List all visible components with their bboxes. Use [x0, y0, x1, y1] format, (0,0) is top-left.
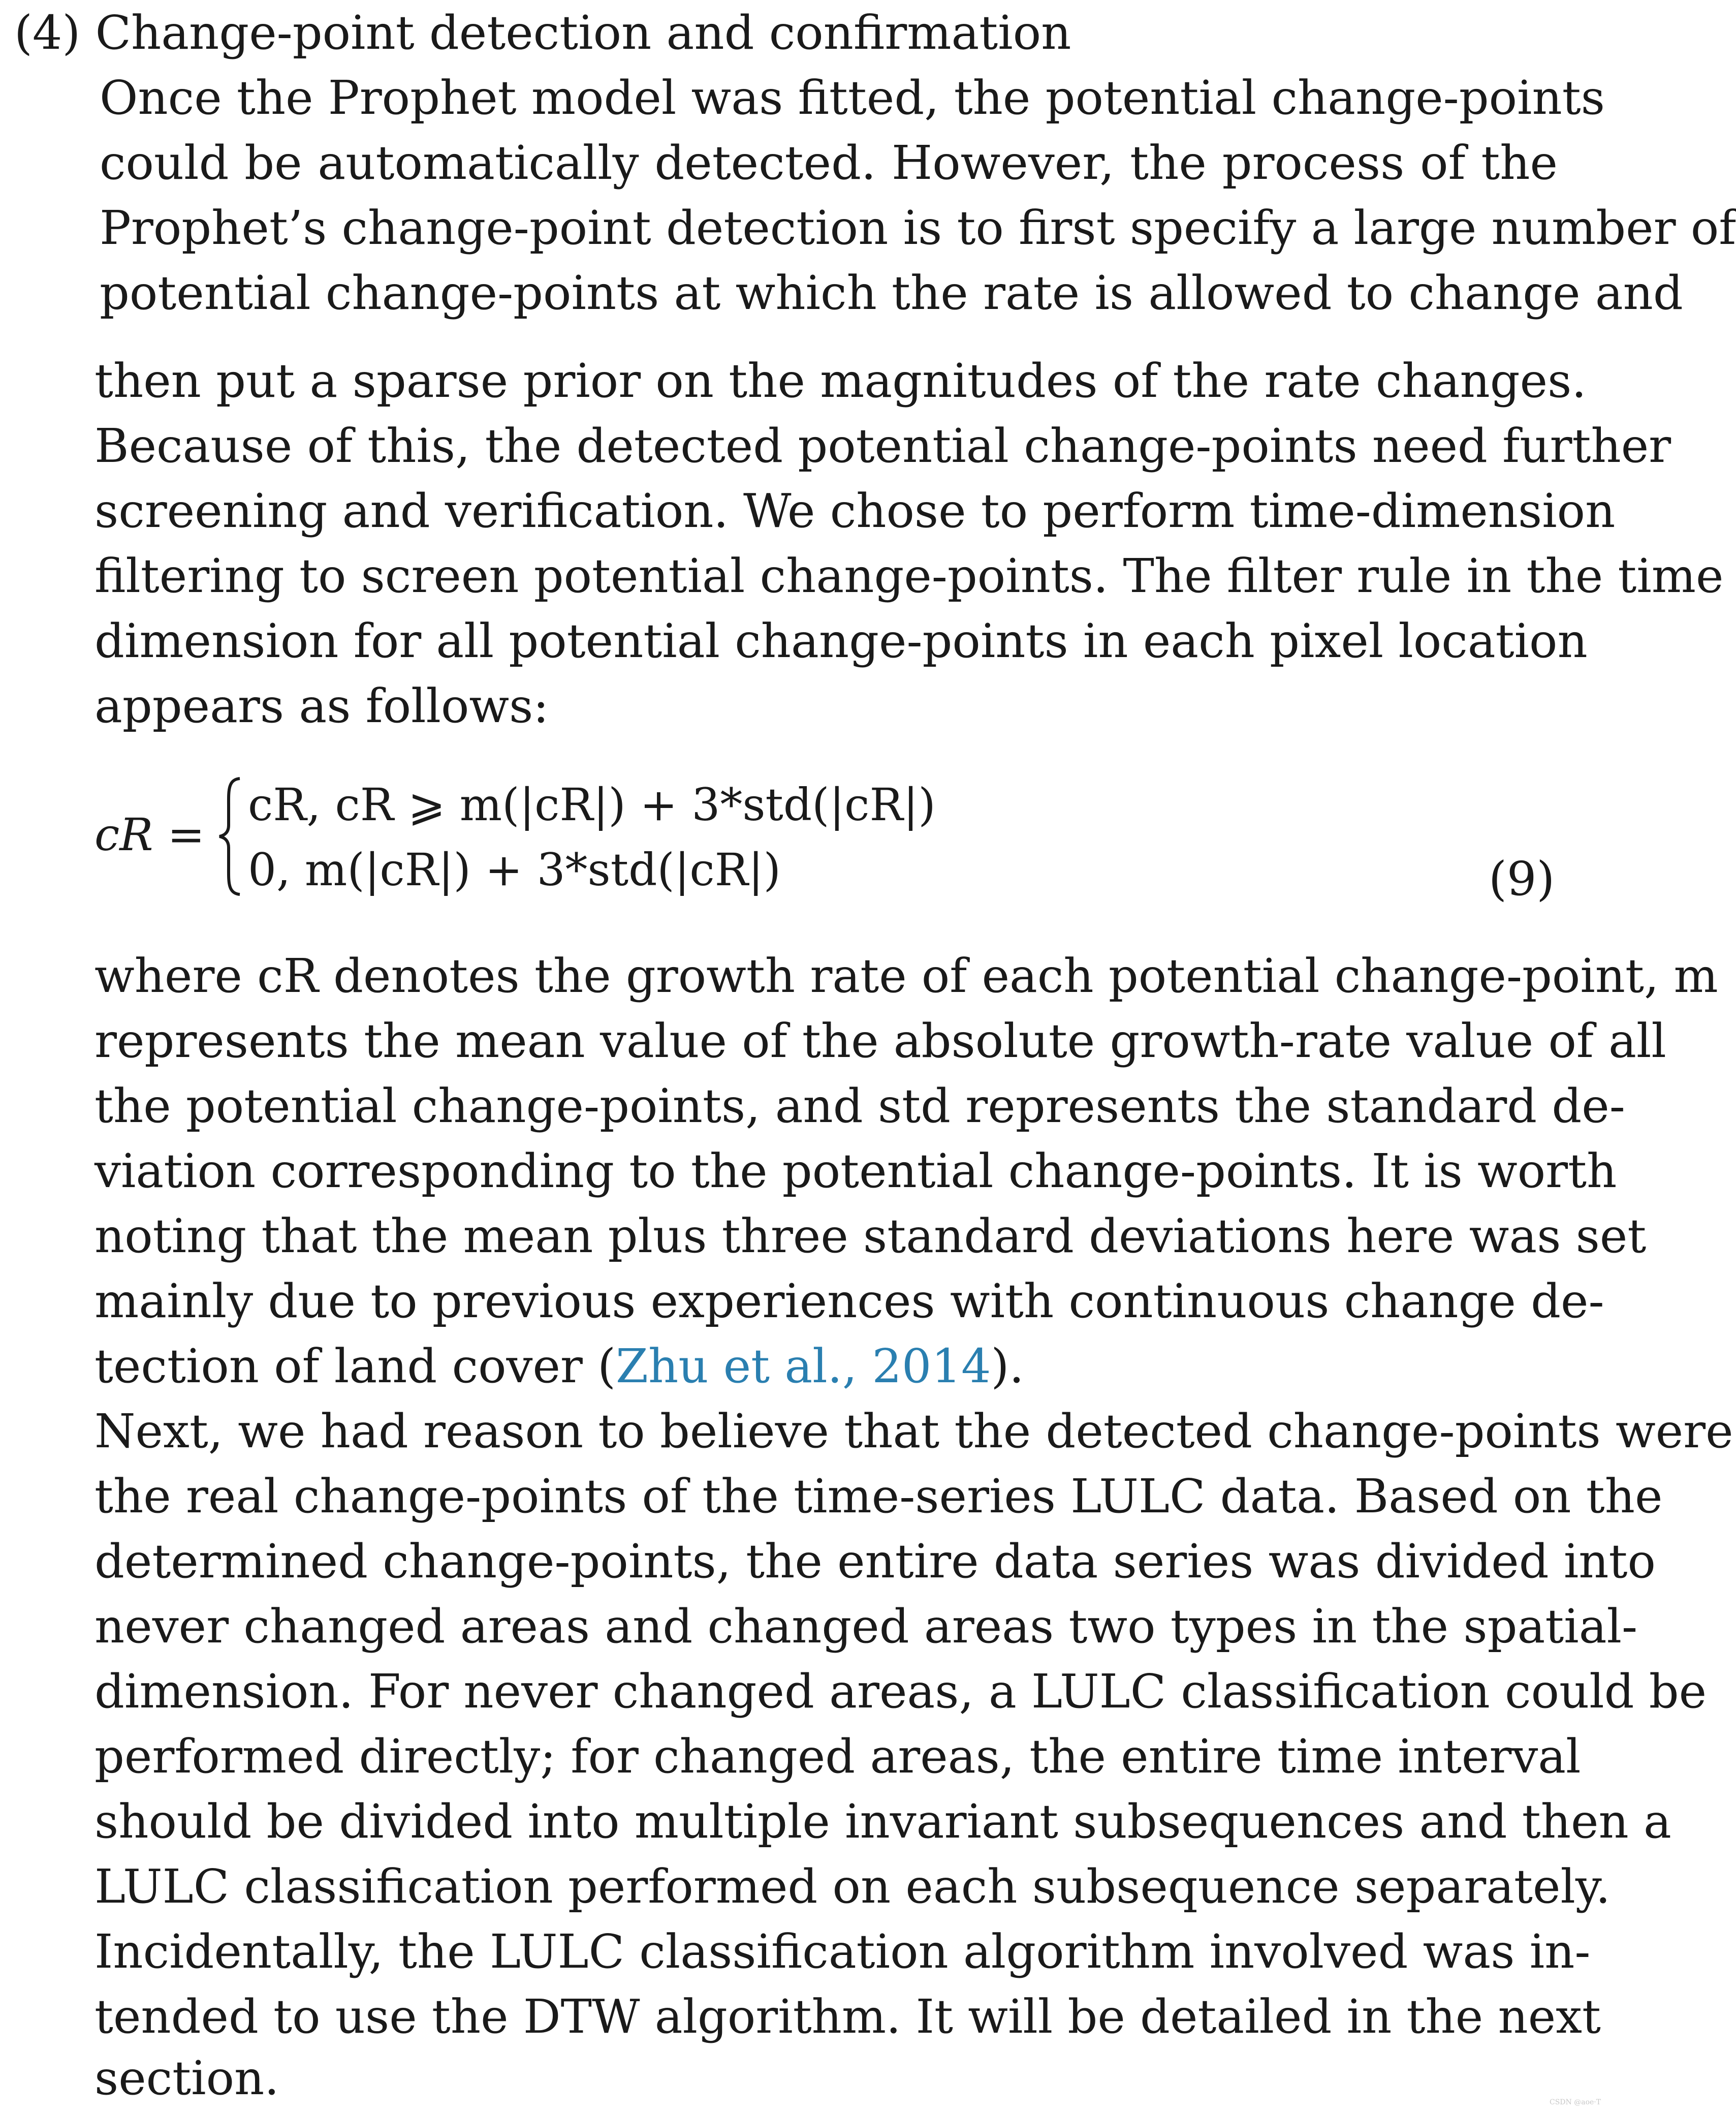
- text-line: LULC classification performed on each subsequence separately.: [94, 1859, 1611, 1914]
- text-line: never changed areas and changed areas two types in the spatial-: [94, 1599, 1638, 1654]
- equation-case-1: cR, cR ⩾ m(|cR|) + 3*std(|cR|): [248, 779, 936, 831]
- text-line: then put a sparse prior on the magnitudes of the rate changes.: [94, 354, 1587, 408]
- text-line: Prophet’s change-point detection is to first specify a large number of: [100, 201, 1736, 255]
- text-line: Because of this, the detected potential change-points need further: [94, 419, 1671, 473]
- text-line: tended to use the DTW algorithm. It will be detailed in the next: [94, 1989, 1601, 2044]
- text-line: mainly due to previous experiences with continuous change de-: [94, 1274, 1604, 1328]
- text-line: screening and verification. We chose to perform time-dimension: [94, 484, 1616, 538]
- text-line: noting that the mean plus three standard deviations here was set: [94, 1209, 1647, 1263]
- text-line: performed directly; for changed areas, the entire time interval: [94, 1729, 1581, 1784]
- text-line: appears as follows:: [94, 679, 549, 733]
- text-line: section.: [94, 2051, 279, 2105]
- equation-lhs: cR =: [94, 809, 205, 861]
- text-line: [94, 1333, 1552, 1400]
- text-line: should be divided into multiple invariant subsequences and then a: [94, 1794, 1671, 1849]
- left-brace-icon: [217, 776, 243, 896]
- equation-number: (9): [1489, 852, 1555, 906]
- text-line: represents the mean value of the absolute growth-rate value of all: [94, 1014, 1666, 1068]
- text-line: dimension. For never changed areas, a LULC classification could be: [94, 1664, 1707, 1719]
- text-line: potential change-points at which the rate is allowed to change and: [100, 266, 1683, 320]
- text-line: viation corresponding to the potential change-points. It is worth: [94, 1144, 1617, 1198]
- section-heading: (4) Change-point detection and confirmation: [14, 6, 1071, 60]
- text-line: could be automatically detected. However, the process of the: [100, 136, 1558, 190]
- text-line: determined change-points, the entire data series was divided into: [94, 1534, 1656, 1589]
- text-line: Incidentally, the LULC classification algorithm involved was in-: [94, 1924, 1591, 1979]
- equation-case-2: 0, m(|cR|) + 3*std(|cR|): [248, 844, 781, 896]
- text-line: Once the Prophet model was fitted, the potential change-points: [100, 71, 1605, 125]
- text-line: the real change-points of the time-series LULC data. Based on the: [94, 1469, 1663, 1524]
- text-fragment: ).: [991, 1339, 1024, 1393]
- text-line: where cR denotes the growth rate of each potential change-point, m: [94, 949, 1718, 1003]
- text-line: dimension for all potential change-points in each pixel location: [94, 614, 1588, 668]
- text-fragment: tection of land cover (: [94, 1339, 616, 1393]
- text-line: Next, we had reason to believe that the detected change-points were: [94, 1404, 1733, 1458]
- citation-link[interactable]: Zhu et al., 2014: [616, 1339, 991, 1393]
- text-line: filtering to screen potential change-points. The filter rule in the time: [94, 549, 1724, 603]
- text-line: the potential change-points, and std represents the standard de-: [94, 1079, 1625, 1133]
- watermark: CSDN @aoe·T: [1550, 2098, 1601, 2106]
